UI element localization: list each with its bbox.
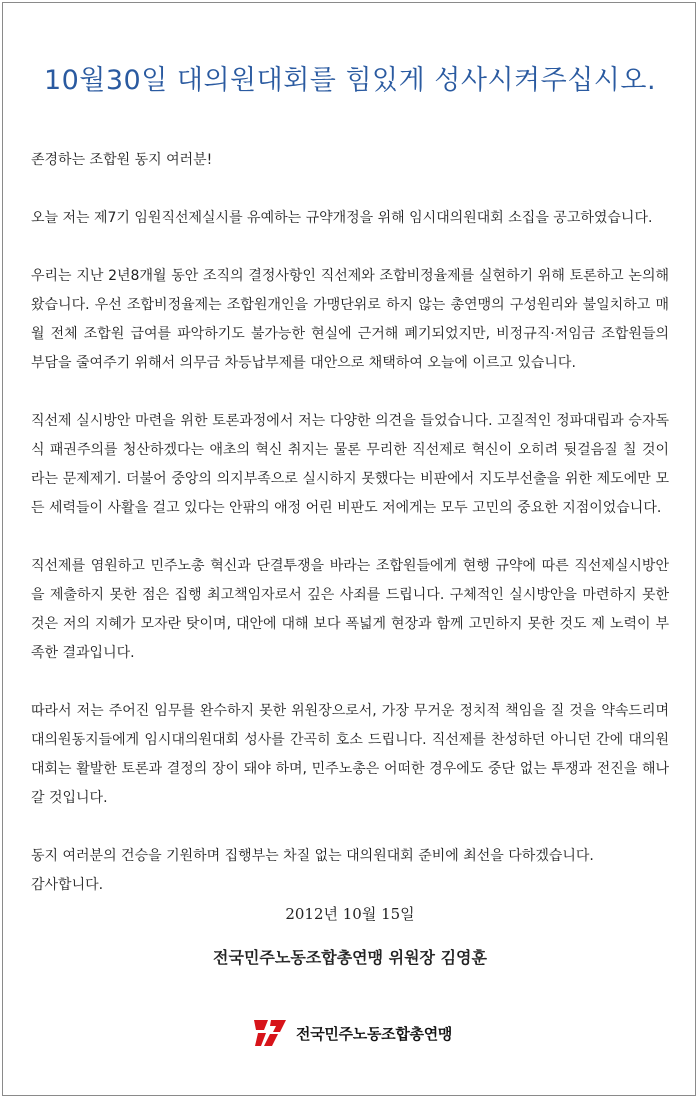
paragraph-1: 오늘 저는 제7기 임원직선제실시를 유예하는 규약개정을 위해 임시대의원대회 소집을 공고하였습니다.	[31, 210, 653, 226]
paragraph-6: 동지 여러분의 건승을 기원하며 집행부는 차질 없는 대의원대회 준비에 최선을 다하겠습니다.	[31, 848, 594, 864]
salutation: 존경하는 조합원 동지 여러분!	[31, 152, 213, 168]
signature: 전국민주노동조합총연맹 위원장 김영훈	[213, 948, 487, 967]
paragraph-2: 우리는 지난 2년8개월 동안 조직의 결정사항인 직선제와 조합비정율제를 실현하기 위해 토론하고 논의해왔습니다. 우선 조합비정율제는 조합원개인을 가맹단위로 하지 않는 총연맹의 구성원리와 불일치하고 매월 전체 조합원 급여를 파악하기도 불가능한 현실에 근거해 폐기되었지만, 비정규직·저임금 조합원들의 부담을 줄여주기 위해서 의무금 차등납부제를 대안으로 채택하여 오늘에 이르고 있습니다.	[31, 268, 669, 371]
closing: 감사합니다.	[31, 877, 104, 893]
letter-body	[31, 146, 669, 900]
letter-date: 2012년 10월 15일	[285, 905, 415, 923]
page-title: 10월30일 대의원대회를 힘있게 성사시켜주십시오.	[43, 65, 657, 96]
paragraph-4: 직선제를 염원하고 민주노총 혁신과 단결투쟁을 바라는 조합원들에게 현행 규약에 따른 직선제실시방안을 제출하지 못한 점은 집행 최고책임자로서 깊은 사죄를 드립니다. 구체적인 실시방안을 마련하지 못한 것은 저의 지혜가 모자란 탓이며, 대안에 대해 보다 폭넓게 현장과 함께 고민하지 못한 것도 제 노력이 부족한 결과입니다.	[31, 558, 669, 661]
logo-text: 전국민주노동조합총연맹	[296, 1024, 453, 1043]
paragraph-5: 따라서 저는 주어진 임무를 완수하지 못한 위원장으로서, 가장 무거운 정치적 책임을 질 것을 약속드리며 대의원동지들에게 임시대의원대회 성사를 간곡히 호소 드립니다. 직선제를 찬성하던 아니던 간에 대의원대회는 활발한 토론과 결정의 장이 돼야 하며, 민주노총은 어떠한 경우에도 중단 없는 투쟁과 전진을 해나갈 것입니다.	[31, 703, 669, 806]
kctu-logo-icon	[252, 1018, 288, 1048]
paragraph-3: 직선제 실시방안 마련을 위한 토론과정에서 저는 다양한 의견을 들었습니다. 고질적인 정파대립과 승자독식 패권주의를 청산하겠다는 애초의 혁신 취지는 물론 무리한 직선제로 혁신이 오히려 뒷걸음질 칠 것이라는 문제제기. 더불어 중앙의 의지부족으로 실시하지 못했다는 비판에서 지도부선출을 위한 제도에만 모든 세력들이 사활을 걸고 있다는 안팎의 애정 어린 비판도 저에게는 모두 고민의 중요한 지점이었습니다.	[31, 413, 669, 516]
organization-logo	[252, 1018, 452, 1048]
